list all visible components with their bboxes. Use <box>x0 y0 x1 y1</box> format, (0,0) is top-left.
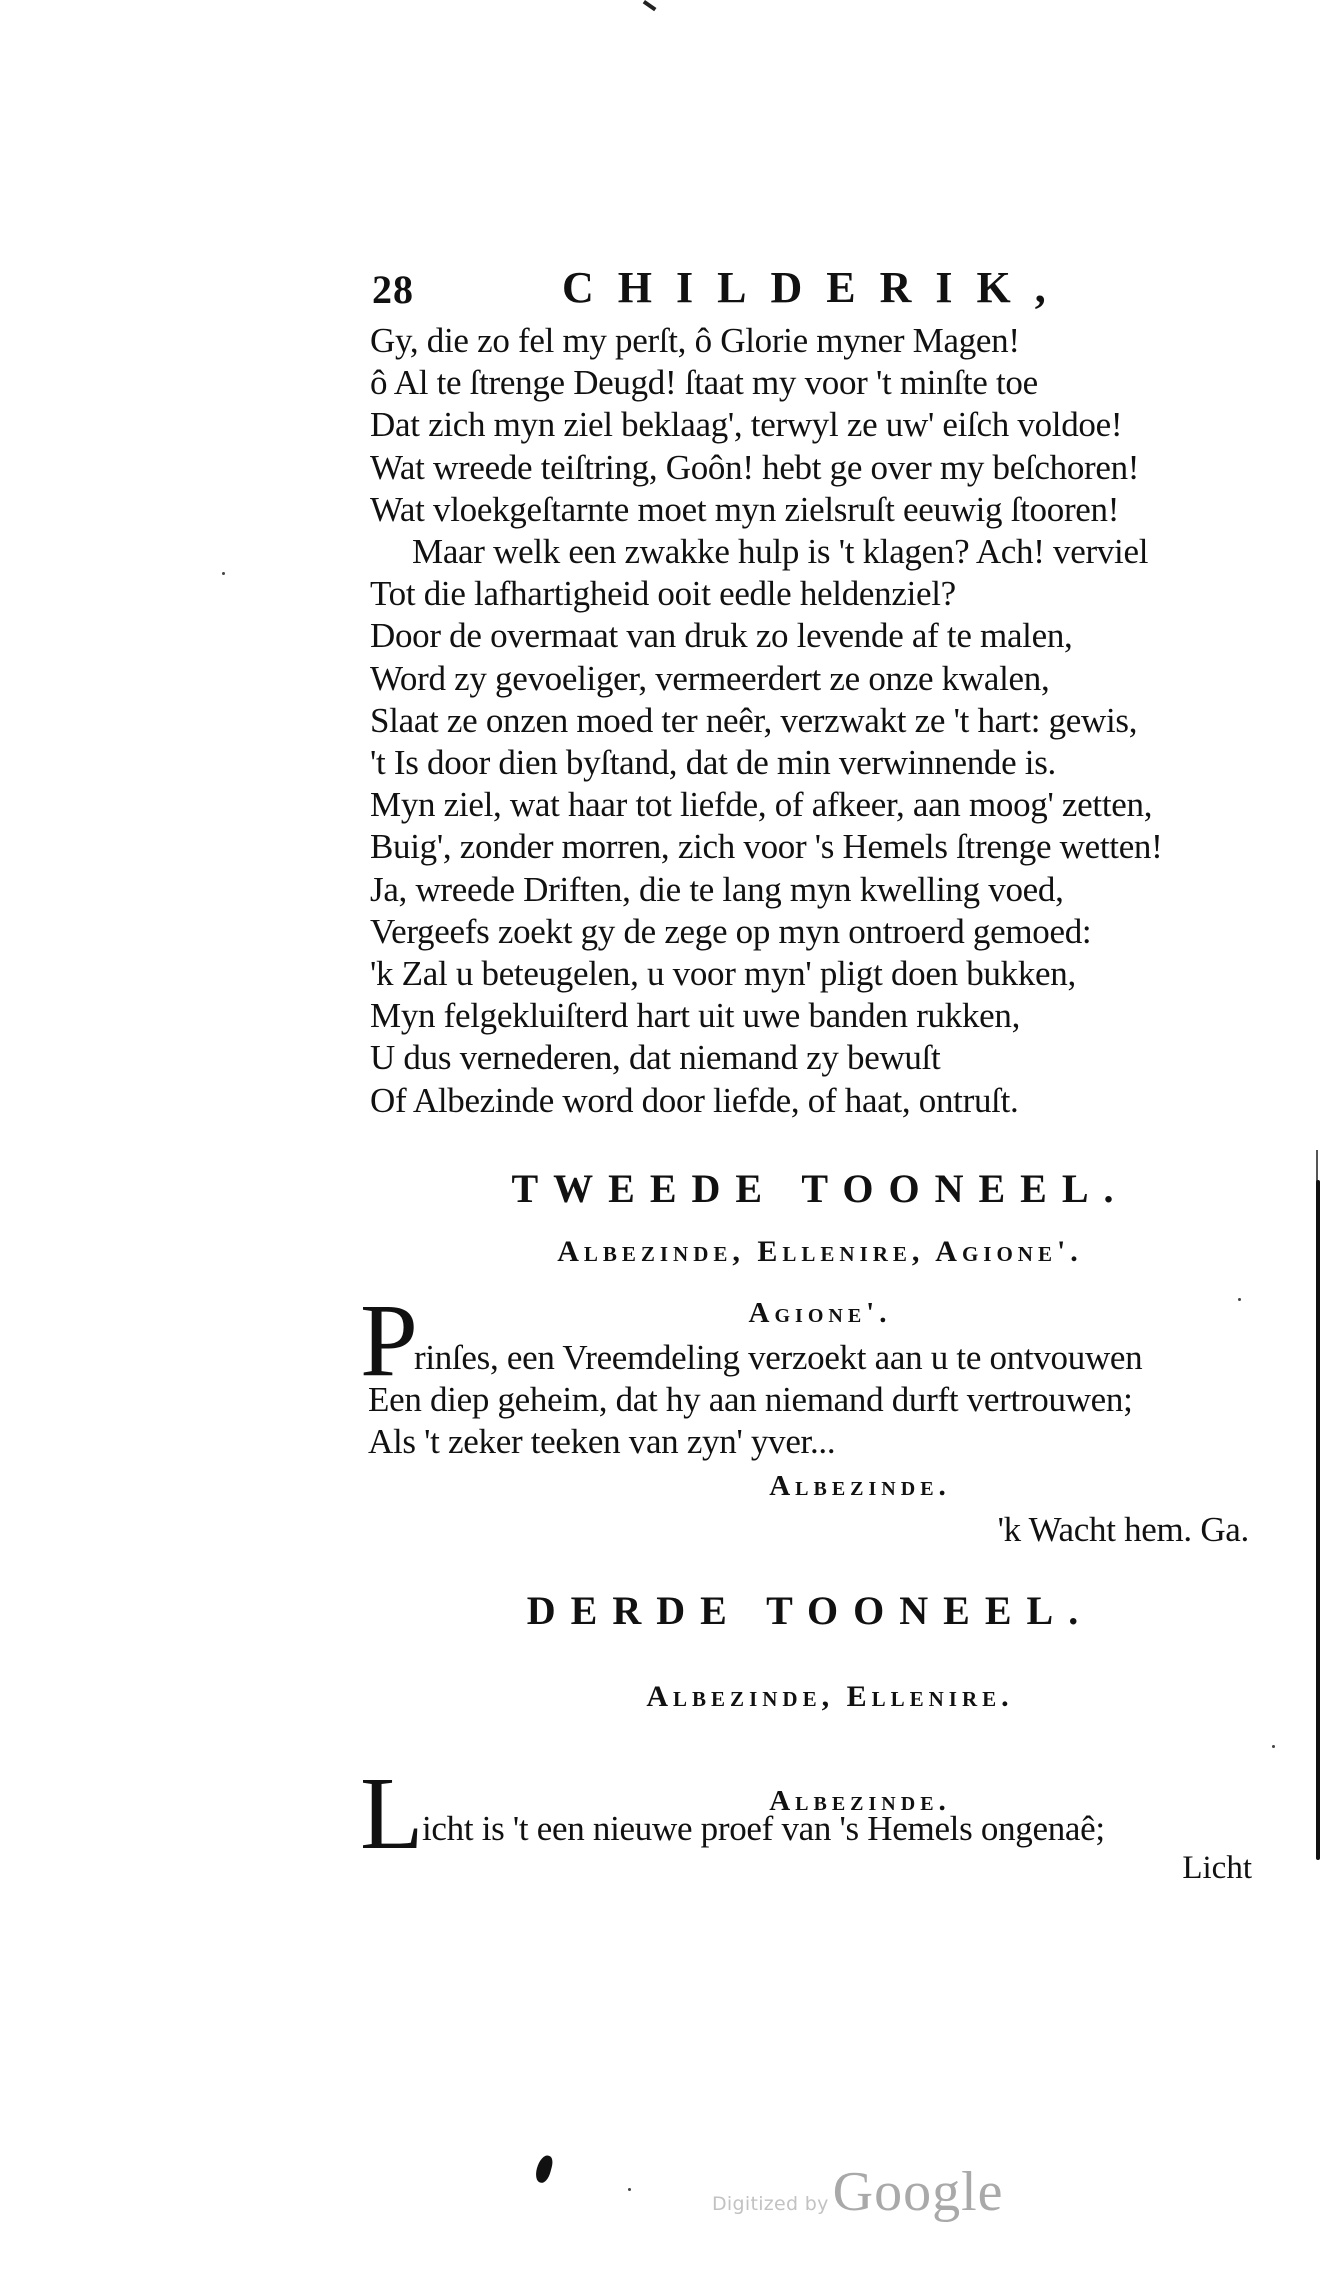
verse-line: 't Is door dien byſtand, dat de min verwinnende is. <box>370 743 1056 783</box>
speaker-albezinde-2: Albezinde. <box>769 1785 951 1817</box>
scan-speck <box>628 2188 631 2191</box>
reply-line: 'k Wacht hem. Ga. <box>997 1510 1249 1549</box>
verse-line: Tot die lafhartigheid ooit eedle heldenziel? <box>370 574 956 614</box>
verse-block <box>370 320 1270 1122</box>
scene-heading-tweede: TWEEDE TOONEEL. <box>511 1166 1129 1211</box>
scan-speck <box>1238 1298 1241 1301</box>
verse-line: U dus vernederen, dat niemand zy bewuſt <box>370 1038 941 1078</box>
google-wordmark: Google <box>832 2161 1004 2223</box>
verse-line: Dat zich myn ziel beklaag', terwyl ze uw' eiſch voldoe! <box>370 405 1123 445</box>
digitized-by-label: Digitized by <box>712 2193 829 2215</box>
verse-line: Myn felgekluiſterd hart uit uwe banden rukken, <box>370 996 1021 1036</box>
drop-cap: L <box>360 1756 424 1871</box>
verse-line: Gy, die zo fel my perſt, ô Glorie myner Magen! <box>370 321 1020 360</box>
speech-line: icht is 't een nieuwe proef van 's Hemels ongenaê; <box>422 1809 1105 1848</box>
speech-line: rinſes, een Vreemdeling verzoekt aan u te ontvouwen <box>414 1338 1143 1377</box>
speech-line: Een diep geheim, dat hy aan niemand durft vertrouwen; <box>368 1380 1133 1419</box>
speaker-agione: Agione'. <box>748 1297 892 1329</box>
speaker-albezinde: Albezinde. <box>769 1470 951 1502</box>
page-number: 28 <box>372 267 414 312</box>
verse-line: Slaat ze onzen moed ter neêr, verzwakt ze 't hart: gewis, <box>370 700 1138 740</box>
ink-blot <box>534 2154 555 2185</box>
verse-line: Of Albezinde word door liefde, of haat, ontruſt. <box>370 1080 1019 1120</box>
running-title: CHILDERIK, <box>562 263 1070 312</box>
scene-heading-derde: DERDE TOONEEL. <box>526 1588 1094 1633</box>
catchword: Licht <box>1182 1850 1252 1886</box>
drop-cap: P <box>360 1283 418 1398</box>
scan-speck <box>1272 1745 1275 1748</box>
cast-list-scene-three: Albezinde, Ellenire. <box>646 1680 1014 1713</box>
verse-line: Maar welk een zwakke hulp is 't klagen? Ach! verviel <box>412 532 1149 572</box>
cast-list-scene-two: Albezinde, Ellenire, Agione'. <box>557 1235 1083 1268</box>
verse-line: Wat wreede teiſtring, Goôn! hebt ge over my beſchoren! <box>370 447 1140 487</box>
verse-line: Myn ziel, wat haar tot liefde, of afkeer, aan moog' zetten, <box>370 785 1153 825</box>
verse-line: Wat vloekgeſtarnte moet myn zielsruſt eeuwig ſtooren! <box>370 489 1120 529</box>
scan-artifact-mark <box>643 0 657 11</box>
verse-line: ô Al te ſtrenge Deugd! ſtaat my voor 't minſte toe <box>370 363 1038 403</box>
verse-line: 'k Zal u beteugelen, u voor myn' pligt doen bukken, <box>370 954 1076 994</box>
scan-speck <box>222 572 225 575</box>
verse-line: Word zy gevoeliger, vermeerdert ze onze kwalen, <box>370 658 1050 698</box>
page-edge-line <box>1316 1180 1320 1860</box>
verse-line: Vergeefs zoekt gy de zege op myn ontroerd gemoed: <box>370 911 1092 951</box>
running-head <box>372 262 1252 314</box>
verse-line: Ja, wreede Driften, die te lang myn kwelling voed, <box>370 869 1064 909</box>
verse-line: Buig', zonder morren, zich voor 's Hemels ſtrenge wetten! <box>370 827 1163 867</box>
verse-line: Door de overmaat van druk zo levende af te malen, <box>370 616 1073 656</box>
speech-line: Als 't zeker teeken van zyn' yver... <box>368 1422 836 1461</box>
digitized-by-credit <box>712 2160 1004 2224</box>
